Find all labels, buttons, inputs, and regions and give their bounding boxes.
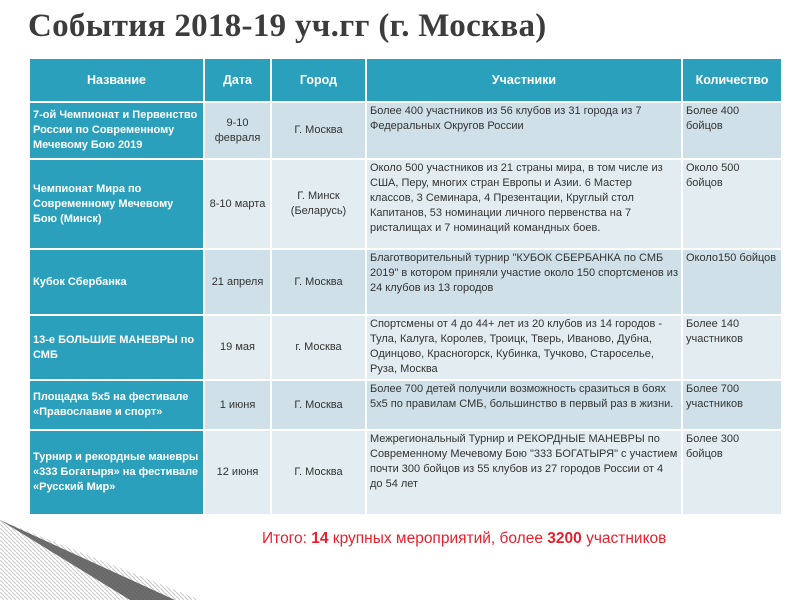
table-row	[29, 315, 782, 380]
decorative-wedge	[0, 520, 200, 600]
cell-name: Турнир и рекордные маневры «333 Богатыря» на фестивале «Русский Мир»	[29, 430, 204, 515]
cell-city: Г. Москва	[271, 380, 366, 430]
cell-participants: Более 400 участников из 56 клубов из 31 города из 7 Федеральных Округов России	[366, 102, 682, 159]
cell-name: Чемпионат Мира по Современному Мечевому Бою (Минск)	[29, 159, 204, 249]
cell-count: Более 300 бойцов	[682, 430, 782, 515]
events-table	[28, 57, 783, 516]
table-header-row	[29, 58, 782, 102]
cell-name: Кубок Сбербанка	[29, 249, 204, 315]
cell-participants: Благотворительный турнир "КУБОК СБЕРБАНКА по СМБ 2019" в котором приняли участие около 150 спортсменов из 24 клубов из 13 городов	[366, 249, 682, 315]
table-row	[29, 430, 782, 515]
cell-date: 8-10 марта	[204, 159, 271, 249]
cell-city: Г. Минск (Беларусь)	[271, 159, 366, 249]
cell-city: Г. Москва	[271, 430, 366, 515]
cell-name: 7-ой Чемпионат и Первенство России по Современному Мечевому Бою 2019	[29, 102, 204, 159]
cell-participants: Спортсмены от 4 до 44+ лет из 20 клубов из 14 городов - Тула, Калуга, Королев, Троицк, Тверь, Иваново, Дубна, Одинцово, Красногорск, Кубинка, Тучково, Староселье, Руза, Москва	[366, 315, 682, 380]
cell-date: 9-10 февраля	[204, 102, 271, 159]
cell-count: Около150 бойцов	[682, 249, 782, 315]
header-participants: Участники	[366, 58, 682, 102]
page-title: События 2018-19 уч.гг (г. Москва)	[28, 8, 547, 44]
cell-name: 13-е БОЛЬШИЕ МАНЕВРЫ по СМБ	[29, 315, 204, 380]
cell-date: 12 июня	[204, 430, 271, 515]
cell-participants: Межрегиональный Турнир и РЕКОРДНЫЕ МАНЕВРЫ по Современному Мечевому Бою "333 БОГАТЫРЯ" с участием почти 300 бойцов из 55 клубов из 27 городов России от 4 до 54 лет	[366, 430, 682, 515]
cell-name: Площадка 5х5 на фестивале «Православие и спорт»	[29, 380, 204, 430]
header-date: Дата	[204, 58, 271, 102]
total-summary: Итого: 14 крупных мероприятий, более 3200 участников	[262, 530, 667, 547]
cell-date: 21 апреля	[204, 249, 271, 315]
cell-count: Более 140 участников	[682, 315, 782, 380]
cell-city: г. Москва	[271, 315, 366, 380]
header-count: Количество	[682, 58, 782, 102]
cell-city: Г. Москва	[271, 249, 366, 315]
cell-count: Около 500 бойцов	[682, 159, 782, 249]
cell-participants: Около 500 участников из 21 страны мира, в том числе из США, Перу, многих стран Европы и Азии. 6 Мастер классов, 3 Семинара, 4 Презентации, Круглый стол Капитанов, 53 номинации личного первенства на 7 ристалищах и 7 номинаций командных боев.	[366, 159, 682, 249]
table-row	[29, 159, 782, 249]
table-row	[29, 102, 782, 159]
cell-count: Более 700 участников	[682, 380, 782, 430]
table-row	[29, 249, 782, 315]
cell-participants: Более 700 детей получили возможность сразиться в боях 5х5 по правилам СМБ, большинство в первый раз в жизни.	[366, 380, 682, 430]
header-name: Название	[29, 58, 204, 102]
header-city: Город	[271, 58, 366, 102]
cell-date: 19 мая	[204, 315, 271, 380]
cell-city: Г. Москва	[271, 102, 366, 159]
cell-date: 1 июня	[204, 380, 271, 430]
table-row	[29, 380, 782, 430]
cell-count: Более 400 бойцов	[682, 102, 782, 159]
